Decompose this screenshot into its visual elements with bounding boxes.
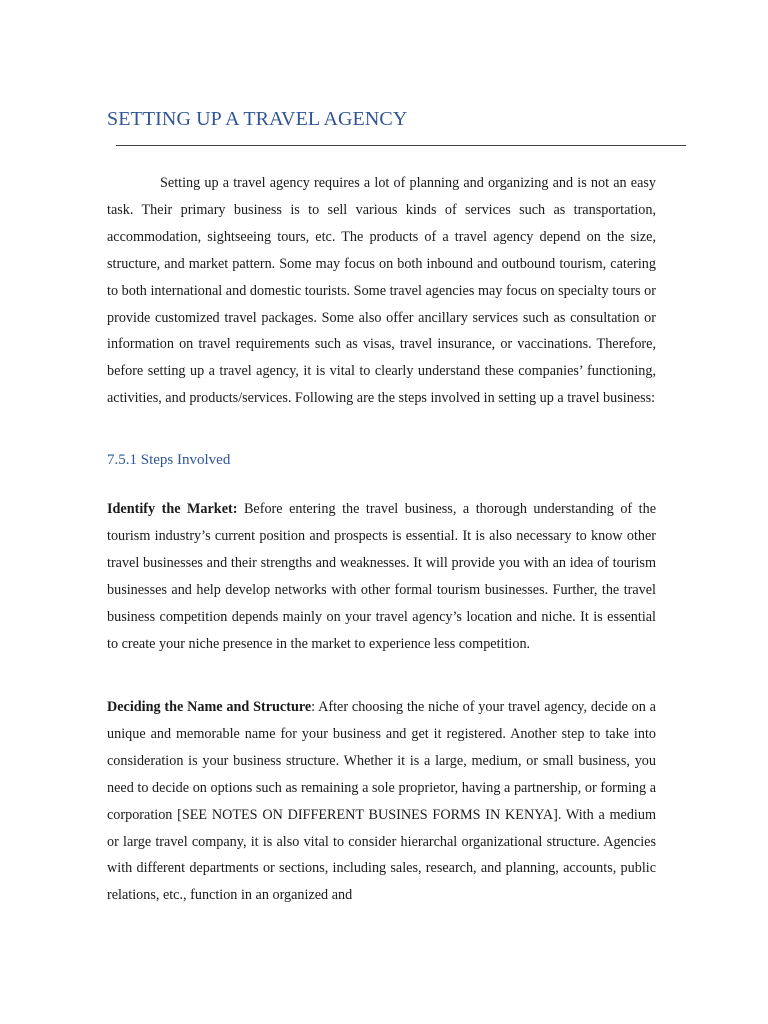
title-divider bbox=[116, 145, 686, 146]
section-heading: 7.5.1 Steps Involved bbox=[107, 452, 231, 468]
step-text: : After choosing the niche of your travel agency, decide on a unique and memorable name for your business and get it registered. Another step to take into consideration is your business structure. Whether it is a large, medium, or small business, you need to decide on options such as remaining a sole proprietor, having a partnership, or forming a corporation [SEE NOTES ON DIFFERENT BUSINES FORMS IN KENYA]. With a medium or large travel company, it is also vital to consider hierarchal organizational structure. Agencies with different departments or sections, including sales, research, and planning, accounts, public relations, etc., function in an organized and bbox=[107, 699, 656, 904]
page-title: SETTING UP A TRAVEL AGENCY bbox=[107, 108, 408, 130]
step-paragraph-identify-market bbox=[107, 496, 656, 657]
intro-paragraph: Setting up a travel agency requires a lot of planning and organizing and is not an easy task. Their primary business is to sell various kinds of services such as transportation, accommodation, sightseeing tours, etc. The products of a travel agency depend on the size, structure, and market pattern. Some may focus on both inbound and outbound tourism, catering to both international and domestic tourists. Some travel agencies may focus on specialty tours or provide customized travel packages. Some also offer ancillary services such as consultation or information on travel requirements such as visas, travel insurance, or vaccinations. Therefore, before setting up a travel agency, it is vital to clearly understand these companies’ functioning, activities, and products/services. Following are the steps involved in setting up a travel business: bbox=[107, 175, 656, 407]
step-paragraph-name-structure bbox=[107, 694, 656, 909]
step-lead: Deciding the Name and Structure bbox=[107, 699, 312, 715]
step-text: Before entering the travel business, a thorough understanding of the tourism industry’s current position and prospects is essential. It is also necessary to know other travel businesses and their strengths and weaknesses. It will provide you with an idea of tourism businesses and help develop networks with other formal tourism businesses. Further, the travel business competition depends mainly on your travel agency’s location and niche. It is essential to create your niche presence in the market to experience less competition. bbox=[107, 501, 656, 652]
step-lead: Identify the Market: bbox=[107, 501, 238, 517]
